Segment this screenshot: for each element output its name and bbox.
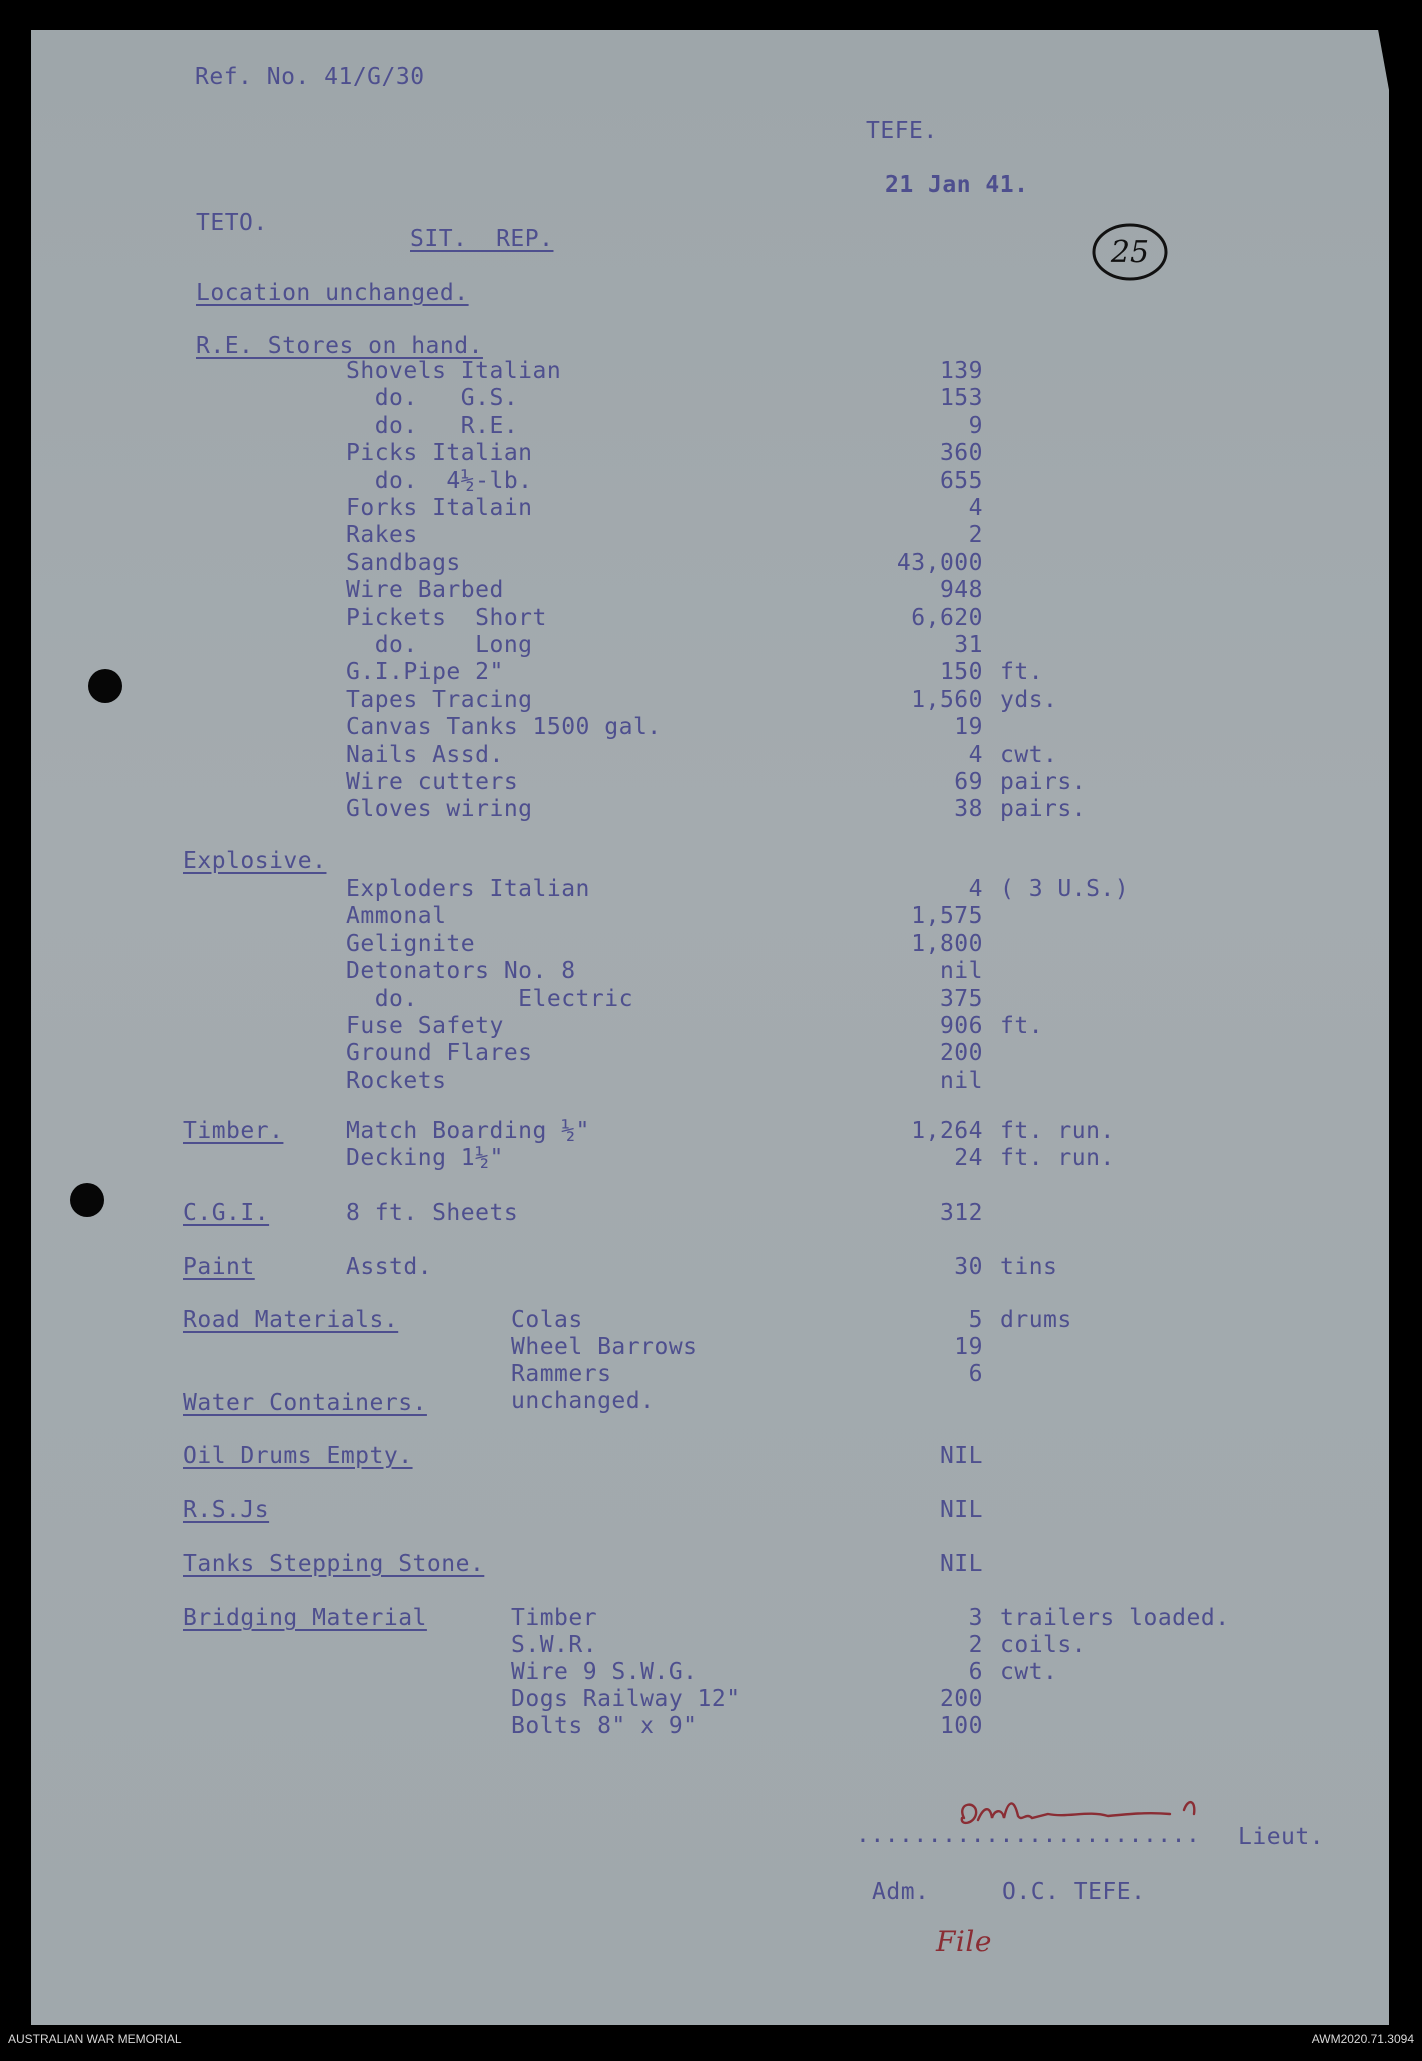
item-label: Bolts 8" x 9" xyxy=(511,1713,698,1739)
item-quantity: nil xyxy=(939,958,983,985)
item-quantity: 1,800 xyxy=(911,930,983,957)
item-label: Exploders Italian xyxy=(346,876,590,902)
item-quantity: 6,620 xyxy=(911,604,983,631)
file-annotation: File xyxy=(936,1925,992,1958)
item-unit: coils. xyxy=(1000,1632,1087,1658)
item-label: Shovels Italian xyxy=(346,358,562,384)
item-quantity: 1,575 xyxy=(911,903,983,930)
item-label: do. Long xyxy=(346,632,533,658)
item-quantity: 24 xyxy=(954,1145,983,1171)
section-heading-rsjs: R.S.Js xyxy=(183,1497,270,1523)
item-label: Wire Barbed xyxy=(346,577,504,604)
item-label: S.W.R. xyxy=(511,1632,598,1658)
report-title: SIT. REP. xyxy=(410,226,554,252)
item-quantity: 19 xyxy=(954,1334,983,1360)
section-heading-water: Water Containers. xyxy=(183,1390,427,1416)
item-quantity: 312 xyxy=(939,1200,983,1226)
adm-label: Adm. xyxy=(872,1879,930,1905)
section-heading-oil: Oil Drums Empty. xyxy=(183,1443,413,1469)
signature-line: ........................ xyxy=(856,1822,1201,1848)
section-heading-bridging: Bridging Material xyxy=(183,1605,427,1631)
item-label: Canvas Tanks 1500 gal. xyxy=(346,714,662,741)
item-label: Wire 9 S.W.G. xyxy=(511,1659,698,1685)
signatory-rank: Lieut. xyxy=(1238,1824,1325,1850)
section-heading-stores: R.E. Stores on hand. xyxy=(196,333,483,359)
item-quantity: 150 xyxy=(939,659,983,686)
item-label: Ammonal xyxy=(346,903,447,930)
item-label: do. 4½-lb. xyxy=(346,467,533,494)
item-quantity: 153 xyxy=(939,385,983,412)
reference-number: Ref. No. 41/G/30 xyxy=(195,64,425,90)
item-label: Wire cutters xyxy=(346,769,519,795)
item-quantity: 38 xyxy=(954,796,983,823)
item-quantity: NIL xyxy=(939,1497,983,1523)
item-label: Rakes xyxy=(346,522,418,549)
item-unit: cwt. xyxy=(1000,1659,1058,1685)
footer-institution: AUSTRALIAN WAR MEMORIAL xyxy=(8,2032,182,2046)
item-label: G.I.Pipe 2" xyxy=(346,659,504,686)
item-label: Rockets xyxy=(346,1067,447,1094)
item-unit: tins xyxy=(1000,1254,1058,1280)
item-quantity: 200 xyxy=(939,1686,983,1712)
item-quantity: 906 xyxy=(939,1013,983,1039)
sender: TEFE. xyxy=(866,118,938,144)
item-quantity: 200 xyxy=(939,1040,983,1067)
item-unit: ft. run. xyxy=(1000,1145,1115,1171)
item-unit: drums xyxy=(1000,1307,1072,1333)
punch-hole xyxy=(70,1183,104,1217)
item-quantity: 1,560 xyxy=(911,686,983,713)
item-label: Gloves wiring xyxy=(346,796,533,823)
item-unit: pairs. xyxy=(1000,769,1087,795)
item-unit: ft. xyxy=(1000,1013,1044,1039)
item-label: Wheel Barrows xyxy=(511,1334,698,1360)
item-label: Decking 1½" xyxy=(346,1145,504,1171)
item-label: Ground Flares xyxy=(346,1040,533,1067)
punch-hole xyxy=(88,669,122,703)
item-label: Dogs Railway 12" xyxy=(511,1686,741,1712)
footer-accession-number: AWM2020.71.3094 xyxy=(1311,2032,1414,2046)
item-quantity: 69 xyxy=(954,769,983,795)
item-quantity: nil xyxy=(939,1067,983,1094)
item-quantity: 655 xyxy=(939,467,983,494)
item-label: Sandbags xyxy=(346,549,461,576)
item-label: Gelignite xyxy=(346,930,476,957)
section-heading-explosive: Explosive. xyxy=(183,848,327,874)
item-label: Nails Assd. xyxy=(346,741,504,768)
item-quantity: 6 xyxy=(968,1659,983,1685)
item-quantity: 3 xyxy=(968,1605,983,1631)
item-quantity: 9 xyxy=(968,412,983,439)
recipient: TETO. xyxy=(196,210,268,236)
item-label: Match Boarding ½" xyxy=(346,1118,590,1144)
item-label: Colas xyxy=(511,1307,583,1333)
item-label: do. G.S. xyxy=(346,385,519,412)
item-label: 8 ft. Sheets xyxy=(346,1200,519,1226)
section-heading-paint: Paint xyxy=(183,1254,255,1280)
item-unit: ft. xyxy=(1000,659,1044,686)
item-quantity: 2 xyxy=(968,1632,983,1658)
item-label: Asstd. xyxy=(346,1254,433,1280)
item-label: Forks Italain xyxy=(346,495,533,521)
item-quantity: 100 xyxy=(939,1713,983,1739)
item-unit: pairs. xyxy=(1000,796,1087,823)
section-heading-timber: Timber. xyxy=(183,1118,284,1144)
item-quantity: NIL xyxy=(939,1551,983,1577)
item-label: Detonators No. 8 xyxy=(346,958,576,985)
item-quantity: 2 xyxy=(968,522,983,549)
folio-number xyxy=(1090,220,1170,284)
item-quantity: 31 xyxy=(954,632,983,658)
item-quantity: 360 xyxy=(939,440,983,467)
location-status: Location unchanged. xyxy=(196,280,469,306)
item-unit: cwt. xyxy=(1000,741,1058,768)
item-label: Rammers xyxy=(511,1361,612,1387)
item-label: Fuse Safety xyxy=(346,1013,504,1039)
officer-commanding: O.C. TEFE. xyxy=(1002,1879,1146,1905)
item-label: do. Electric xyxy=(346,985,633,1012)
item-unit: ft. run. xyxy=(1000,1118,1115,1144)
item-label: Timber xyxy=(511,1605,598,1631)
item-quantity: 43,000 xyxy=(896,549,983,576)
item-quantity: 139 xyxy=(939,358,983,384)
item-status: unchanged. xyxy=(511,1388,655,1414)
item-quantity: 19 xyxy=(954,714,983,741)
item-quantity: 5 xyxy=(968,1307,983,1333)
item-quantity: 6 xyxy=(968,1361,983,1387)
item-quantity: 30 xyxy=(954,1254,983,1280)
item-label: do. R.E. xyxy=(346,412,519,439)
item-quantity: 4 xyxy=(968,741,983,768)
item-label: Picks Italian xyxy=(346,440,533,467)
item-unit: yds. xyxy=(1000,686,1058,713)
item-quantity: 375 xyxy=(939,985,983,1012)
item-label: Pickets Short xyxy=(346,604,547,631)
item-quantity: 1,264 xyxy=(911,1118,983,1144)
section-heading-road: Road Materials. xyxy=(183,1307,399,1333)
report-date: 21 Jan 41. xyxy=(885,172,1029,198)
section-heading-tanks: Tanks Stepping Stone. xyxy=(183,1551,485,1577)
item-quantity: 948 xyxy=(939,577,983,604)
section-heading-cgi: C.G.I. xyxy=(183,1200,270,1226)
folio-text: 25 xyxy=(1110,235,1150,270)
item-quantity: NIL xyxy=(939,1443,983,1469)
item-quantity: 4 xyxy=(968,876,983,902)
item-unit: ( 3 U.S.) xyxy=(1000,876,1130,902)
item-unit: trailers loaded. xyxy=(1000,1605,1230,1631)
item-quantity: 4 xyxy=(968,495,983,521)
item-label: Tapes Tracing xyxy=(346,686,533,713)
